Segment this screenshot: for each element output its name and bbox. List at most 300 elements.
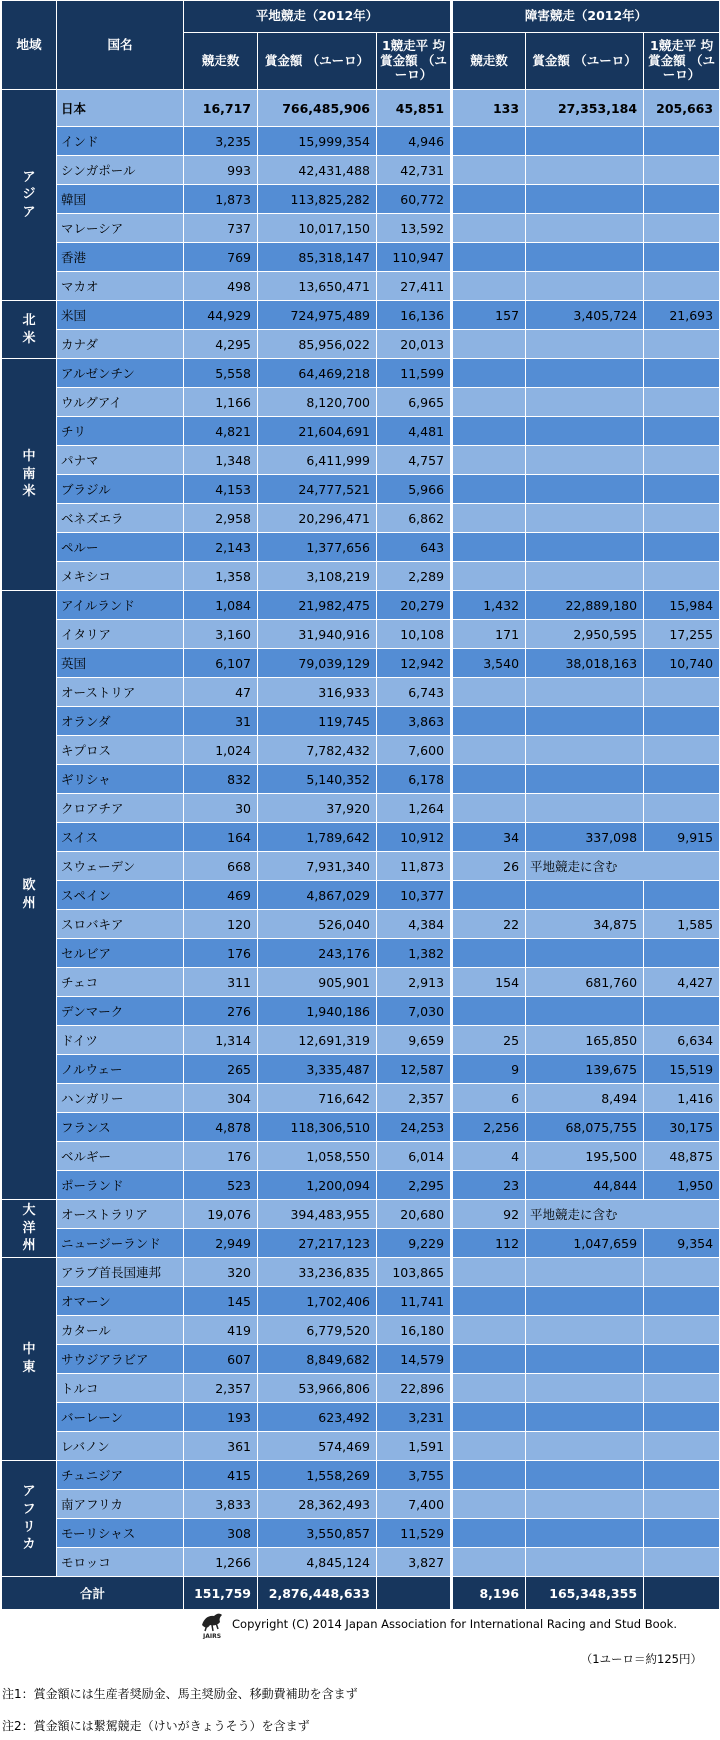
flat-races: 668	[184, 852, 258, 881]
jump-avg: 30,175	[644, 1113, 720, 1142]
table-row	[2, 1345, 720, 1374]
region-label: アフリカ	[22, 1484, 36, 1553]
flat-avg: 4,481	[377, 417, 452, 446]
flat-avg: 10,912	[377, 823, 452, 852]
flat-races: 3,235	[184, 127, 258, 156]
flat-avg: 6,965	[377, 388, 452, 417]
country-name: ブラジル	[57, 475, 184, 504]
table-row	[2, 1432, 720, 1461]
flat-prize: 1,377,656	[258, 533, 377, 562]
flat-prize: 724,975,489	[258, 301, 377, 330]
jump-races	[452, 678, 526, 707]
flat-prize: 79,039,129	[258, 649, 377, 678]
flat-prize: 21,604,691	[258, 417, 377, 446]
flat-avg: 20,279	[377, 591, 452, 620]
flat-avg: 24,253	[377, 1113, 452, 1142]
flat-prize: 1,789,642	[258, 823, 377, 852]
flat-avg: 1,382	[377, 939, 452, 968]
copyright-line	[198, 1609, 677, 1639]
jump-avg	[644, 736, 720, 765]
jump-avg: 15,519	[644, 1055, 720, 1084]
flat-avg: 103,865	[377, 1258, 452, 1287]
flat-avg: 14,579	[377, 1345, 452, 1374]
jump-races: 26	[452, 852, 526, 881]
country-name: ギリシャ	[57, 765, 184, 794]
country-name: オーストリア	[57, 678, 184, 707]
flat-avg: 60,772	[377, 185, 452, 214]
jump-races	[452, 388, 526, 417]
flat-races: 5,558	[184, 359, 258, 388]
jump-avg	[644, 388, 720, 417]
flat-avg: 42,731	[377, 156, 452, 185]
flat-avg: 16,136	[377, 301, 452, 330]
flat-prize: 3,108,219	[258, 562, 377, 591]
jump-avg	[644, 881, 720, 910]
flat-avg: 1,264	[377, 794, 452, 823]
jump-avg	[644, 185, 720, 214]
flat-races: 4,821	[184, 417, 258, 446]
jump-races	[452, 881, 526, 910]
region-cell	[2, 1258, 57, 1461]
jump-prize	[526, 330, 644, 359]
flat-avg: 11,529	[377, 1519, 452, 1548]
jump-races	[452, 794, 526, 823]
flat-races: 176	[184, 939, 258, 968]
jump-races	[452, 736, 526, 765]
flat-prize: 15,999,354	[258, 127, 377, 156]
jump-prize: 681,760	[526, 968, 644, 997]
flat-races: 193	[184, 1403, 258, 1432]
flat-avg: 6,862	[377, 504, 452, 533]
flat-prize: 31,940,916	[258, 620, 377, 649]
jump-avg	[644, 359, 720, 388]
country-name: オマーン	[57, 1287, 184, 1316]
flat-races: 498	[184, 272, 258, 301]
country-name: ポーランド	[57, 1171, 184, 1200]
jump-prize: 195,500	[526, 1142, 644, 1171]
jump-avg: 17,255	[644, 620, 720, 649]
jump-races: 2,256	[452, 1113, 526, 1142]
jump-prize	[526, 1461, 644, 1490]
region-cell	[2, 359, 57, 591]
country-name: イタリア	[57, 620, 184, 649]
table-row	[2, 678, 720, 707]
region-label: 欧州	[22, 878, 36, 911]
table-row	[2, 939, 720, 968]
jump-avg	[644, 272, 720, 301]
table-row	[2, 823, 720, 852]
jump-races: 133	[452, 90, 526, 127]
jump-prize: 139,675	[526, 1055, 644, 1084]
flat-avg: 11,873	[377, 852, 452, 881]
table-row	[2, 968, 720, 997]
table-row	[2, 1200, 720, 1229]
header-jump-races: 競走数	[452, 33, 526, 90]
table-row	[2, 446, 720, 475]
jump-prize: 38,018,163	[526, 649, 644, 678]
table-row	[2, 214, 720, 243]
flat-prize: 526,040	[258, 910, 377, 939]
flat-races: 1,024	[184, 736, 258, 765]
flat-prize: 4,845,124	[258, 1548, 377, 1577]
jump-prize	[526, 504, 644, 533]
jump-avg	[644, 214, 720, 243]
country-name: マカオ	[57, 272, 184, 301]
jump-races: 22	[452, 910, 526, 939]
jump-prize: 337,098	[526, 823, 644, 852]
flat-prize: 37,920	[258, 794, 377, 823]
table-row	[2, 1548, 720, 1577]
jump-races	[452, 1461, 526, 1490]
jump-races: 34	[452, 823, 526, 852]
jump-races	[452, 1316, 526, 1345]
jump-races	[452, 359, 526, 388]
flat-prize: 118,306,510	[258, 1113, 377, 1142]
country-name: 南アフリカ	[57, 1490, 184, 1519]
jump-prize	[526, 1519, 644, 1548]
racing-stats-table	[1, 0, 720, 1610]
country-name: チェコ	[57, 968, 184, 997]
jump-prize	[526, 417, 644, 446]
country-name: フランス	[57, 1113, 184, 1142]
country-name: シンガポール	[57, 156, 184, 185]
flat-races: 415	[184, 1461, 258, 1490]
flat-races: 2,357	[184, 1374, 258, 1403]
country-name: スイス	[57, 823, 184, 852]
flat-avg: 22,896	[377, 1374, 452, 1403]
jump-avg	[644, 939, 720, 968]
jump-races	[452, 707, 526, 736]
flat-races: 311	[184, 968, 258, 997]
flat-prize: 42,431,488	[258, 156, 377, 185]
country-name: ハンガリー	[57, 1084, 184, 1113]
region-cell	[2, 591, 57, 1200]
flat-races: 1,084	[184, 591, 258, 620]
jump-races: 157	[452, 301, 526, 330]
jump-prize	[526, 678, 644, 707]
jump-prize: 34,875	[526, 910, 644, 939]
jump-prize: 68,075,755	[526, 1113, 644, 1142]
jump-avg: 1,585	[644, 910, 720, 939]
jump-avg	[644, 1461, 720, 1490]
jump-prize: 1,047,659	[526, 1229, 644, 1258]
flat-avg: 4,946	[377, 127, 452, 156]
header-region: 地域	[2, 1, 57, 90]
logo-text: JAIRS	[202, 1633, 222, 1639]
flat-prize: 20,296,471	[258, 504, 377, 533]
flat-prize: 10,017,150	[258, 214, 377, 243]
flat-prize: 623,492	[258, 1403, 377, 1432]
jump-races	[452, 1345, 526, 1374]
jump-avg: 1,416	[644, 1084, 720, 1113]
country-name: ニュージーランド	[57, 1229, 184, 1258]
country-name: トルコ	[57, 1374, 184, 1403]
flat-races: 31	[184, 707, 258, 736]
jump-races	[452, 1403, 526, 1432]
jump-races: 92	[452, 1200, 526, 1229]
flat-avg: 16,180	[377, 1316, 452, 1345]
jump-prize: 2,950,595	[526, 620, 644, 649]
country-name: ベルギー	[57, 1142, 184, 1171]
jump-prize	[526, 1287, 644, 1316]
jump-avg	[644, 1519, 720, 1548]
jump-prize	[526, 272, 644, 301]
flat-races: 607	[184, 1345, 258, 1374]
flat-avg: 6,014	[377, 1142, 452, 1171]
flat-avg: 2,289	[377, 562, 452, 591]
jump-races	[452, 939, 526, 968]
flat-avg: 13,592	[377, 214, 452, 243]
jump-races	[452, 1258, 526, 1287]
flat-prize: 119,745	[258, 707, 377, 736]
total-jump-prize: 165,348,355	[526, 1577, 644, 1610]
header-flat-prize: 賞金額 （ユーロ）	[258, 33, 377, 90]
flat-prize: 5,140,352	[258, 765, 377, 794]
flat-prize: 53,966,806	[258, 1374, 377, 1403]
jump-avg	[644, 1403, 720, 1432]
jump-races	[452, 330, 526, 359]
table-row	[2, 1403, 720, 1432]
jump-prize	[526, 533, 644, 562]
table-row	[2, 562, 720, 591]
jump-races: 4	[452, 1142, 526, 1171]
flat-races: 44,929	[184, 301, 258, 330]
flat-prize: 766,485,906	[258, 90, 377, 127]
jump-races: 9	[452, 1055, 526, 1084]
flat-prize: 716,642	[258, 1084, 377, 1113]
jump-avg: 1,950	[644, 1171, 720, 1200]
flat-races: 304	[184, 1084, 258, 1113]
region-label: 中南米	[22, 449, 36, 500]
jump-prize	[526, 736, 644, 765]
table-row	[2, 156, 720, 185]
jump-prize	[526, 156, 644, 185]
table-row	[2, 881, 720, 910]
jump-races	[452, 1287, 526, 1316]
table-row	[2, 736, 720, 765]
flat-prize: 243,176	[258, 939, 377, 968]
jump-avg	[644, 707, 720, 736]
header-flat-races: 競走数	[184, 33, 258, 90]
jump-prize	[526, 1258, 644, 1287]
jump-avg	[644, 678, 720, 707]
jump-prize: 3,405,724	[526, 301, 644, 330]
jump-prize	[526, 1345, 644, 1374]
flat-prize: 27,217,123	[258, 1229, 377, 1258]
jump-races: 171	[452, 620, 526, 649]
jump-avg	[644, 1287, 720, 1316]
flat-avg: 10,108	[377, 620, 452, 649]
flat-races: 47	[184, 678, 258, 707]
flat-avg: 7,400	[377, 1490, 452, 1519]
jump-prize	[526, 707, 644, 736]
country-name: ウルグアイ	[57, 388, 184, 417]
jump-prize: 27,353,184	[526, 90, 644, 127]
jump-avg	[644, 1548, 720, 1577]
jump-races	[452, 1548, 526, 1577]
flat-races: 308	[184, 1519, 258, 1548]
table-row	[2, 1490, 720, 1519]
flat-races: 19,076	[184, 1200, 258, 1229]
flat-races: 176	[184, 1142, 258, 1171]
jump-races	[452, 504, 526, 533]
country-name: アイルランド	[57, 591, 184, 620]
flat-prize: 574,469	[258, 1432, 377, 1461]
country-name: スウェーデン	[57, 852, 184, 881]
flat-prize: 33,236,835	[258, 1258, 377, 1287]
country-name: 韓国	[57, 185, 184, 214]
flat-races: 2,958	[184, 504, 258, 533]
country-name: モロッコ	[57, 1548, 184, 1577]
flat-avg: 6,743	[377, 678, 452, 707]
country-name: オランダ	[57, 707, 184, 736]
jump-prize: 22,889,180	[526, 591, 644, 620]
jump-avg: 21,693	[644, 301, 720, 330]
flat-races: 4,878	[184, 1113, 258, 1142]
jump-prize	[526, 1403, 644, 1432]
jump-avg	[644, 504, 720, 533]
flat-races: 2,949	[184, 1229, 258, 1258]
flat-avg: 2,913	[377, 968, 452, 997]
flat-races: 1,358	[184, 562, 258, 591]
jump-prize	[526, 185, 644, 214]
country-name: メキシコ	[57, 562, 184, 591]
flat-prize: 7,931,340	[258, 852, 377, 881]
region-cell	[2, 1200, 57, 1258]
flat-avg: 2,357	[377, 1084, 452, 1113]
jump-races: 25	[452, 1026, 526, 1055]
country-name: チュニジア	[57, 1461, 184, 1490]
flat-races: 1,873	[184, 185, 258, 214]
flat-prize: 13,650,471	[258, 272, 377, 301]
table-row	[2, 997, 720, 1026]
table-row	[2, 591, 720, 620]
jump-avg	[644, 330, 720, 359]
jump-prize	[526, 127, 644, 156]
flat-races: 6,107	[184, 649, 258, 678]
country-name: モーリシャス	[57, 1519, 184, 1548]
region-cell	[2, 90, 57, 301]
jump-prize: 8,494	[526, 1084, 644, 1113]
table-row	[2, 301, 720, 330]
flat-races: 4,295	[184, 330, 258, 359]
flat-races: 265	[184, 1055, 258, 1084]
flat-avg: 7,600	[377, 736, 452, 765]
flat-avg: 11,599	[377, 359, 452, 388]
flat-avg: 9,659	[377, 1026, 452, 1055]
jump-avg	[644, 475, 720, 504]
total-jump-races: 8,196	[452, 1577, 526, 1610]
flat-races: 3,160	[184, 620, 258, 649]
jump-prize	[526, 1374, 644, 1403]
country-name: オーストラリア	[57, 1200, 184, 1229]
header-country: 国名	[57, 1, 184, 90]
jump-avg: 9,915	[644, 823, 720, 852]
flat-avg: 45,851	[377, 90, 452, 127]
jump-prize	[526, 881, 644, 910]
table-row	[2, 185, 720, 214]
total-label: 合計	[2, 1577, 184, 1610]
flat-prize: 316,933	[258, 678, 377, 707]
jump-races: 3,540	[452, 649, 526, 678]
jump-prize	[526, 939, 644, 968]
jump-prize	[526, 1316, 644, 1345]
jump-avg	[644, 533, 720, 562]
header-jump-group: 障害競走（2012年）	[452, 1, 720, 33]
flat-races: 832	[184, 765, 258, 794]
flat-prize: 6,411,999	[258, 446, 377, 475]
flat-prize: 113,825,282	[258, 185, 377, 214]
country-name: インド	[57, 127, 184, 156]
flat-prize: 12,691,319	[258, 1026, 377, 1055]
jump-races	[452, 562, 526, 591]
table-row	[2, 1055, 720, 1084]
flat-avg: 6,178	[377, 765, 452, 794]
jump-races	[452, 417, 526, 446]
jump-avg: 48,875	[644, 1142, 720, 1171]
flat-races: 320	[184, 1258, 258, 1287]
jump-races: 112	[452, 1229, 526, 1258]
flat-avg: 3,863	[377, 707, 452, 736]
jump-races: 1,432	[452, 591, 526, 620]
table-row	[2, 90, 720, 127]
footnote-2: 注2：賞金額には繋駕競走（けいがきょうそう）を含まず	[2, 1719, 310, 1733]
flat-avg: 12,942	[377, 649, 452, 678]
header-jump-avg: 1競走平 均賞金額 （ユーロ）	[644, 33, 720, 90]
jairs-logo-icon	[198, 1609, 226, 1639]
jump-prize	[526, 214, 644, 243]
jump-prize	[526, 1490, 644, 1519]
flat-avg: 12,587	[377, 1055, 452, 1084]
flat-races: 1,314	[184, 1026, 258, 1055]
header-flat-avg: 1競走平 均賞金額 （ユーロ）	[377, 33, 452, 90]
flat-races: 1,348	[184, 446, 258, 475]
jump-avg	[644, 1374, 720, 1403]
jump-races	[452, 475, 526, 504]
jump-avg	[644, 1258, 720, 1287]
total-flat-races: 151,759	[184, 1577, 258, 1610]
table-row	[2, 388, 720, 417]
jump-avg: 9,354	[644, 1229, 720, 1258]
flat-prize: 85,318,147	[258, 243, 377, 272]
flat-races: 4,153	[184, 475, 258, 504]
flat-races: 769	[184, 243, 258, 272]
jump-prize	[526, 794, 644, 823]
flat-avg: 643	[377, 533, 452, 562]
jump-avg	[644, 156, 720, 185]
jump-prize	[526, 446, 644, 475]
jump-races: 6	[452, 1084, 526, 1113]
country-name: サウジアラビア	[57, 1345, 184, 1374]
flat-prize: 4,867,029	[258, 881, 377, 910]
country-name: カタール	[57, 1316, 184, 1345]
flat-races: 469	[184, 881, 258, 910]
table-row	[2, 1142, 720, 1171]
jump-prize	[526, 388, 644, 417]
flat-races: 30	[184, 794, 258, 823]
region-label: 中東	[22, 1342, 36, 1375]
country-name: 英国	[57, 649, 184, 678]
flat-races: 276	[184, 997, 258, 1026]
flat-races: 164	[184, 823, 258, 852]
jump-avg	[644, 1490, 720, 1519]
flat-races: 2,143	[184, 533, 258, 562]
jump-races	[452, 185, 526, 214]
flat-races: 3,833	[184, 1490, 258, 1519]
table-row	[2, 127, 720, 156]
header-jump-prize: 賞金額 （ユーロ）	[526, 33, 644, 90]
flat-races: 523	[184, 1171, 258, 1200]
